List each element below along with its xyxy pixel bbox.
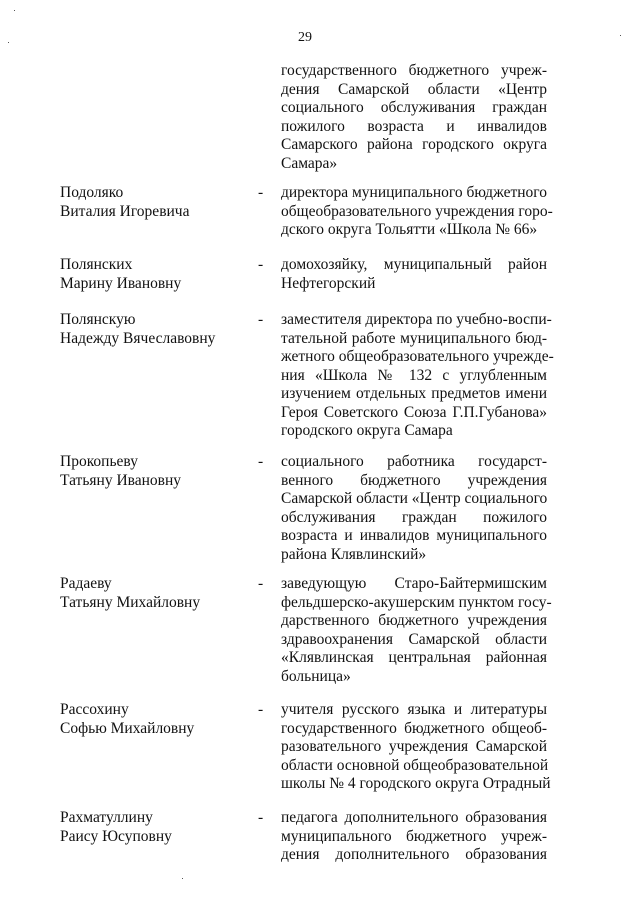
text-line: дского округа Тольятти «Школа № 66» bbox=[281, 221, 538, 238]
text-line: ния «Школа № 132 с углубленным bbox=[281, 366, 547, 384]
position-description bbox=[281, 701, 551, 794]
continuation-text bbox=[281, 62, 547, 173]
given-names: Надежду Вячеславовну bbox=[60, 329, 216, 347]
position-description bbox=[281, 453, 547, 564]
text-line: социального обслуживания граждан bbox=[281, 99, 547, 116]
person-name bbox=[60, 575, 250, 612]
text-line: Героя Советского Союза Г.П.Губанова» bbox=[281, 403, 547, 421]
given-names: Софью Михайловну bbox=[60, 719, 195, 737]
text-line: тательной работе муниципального бюд- bbox=[281, 329, 547, 347]
scan-speck bbox=[14, 10, 15, 11]
text-line: дарственного бюджетного учреждения bbox=[281, 612, 547, 629]
text-line: пожилого возраста и инвалидов bbox=[281, 117, 547, 135]
text-line: фельдшерско-акушерским пунктом госу- bbox=[281, 593, 552, 611]
text-line: муниципального бюджетного учреж- bbox=[281, 827, 547, 845]
text-line: области основной общеобразовательной bbox=[281, 756, 549, 774]
text-line: района Клявлинский» bbox=[281, 545, 427, 563]
text-line: заместителя директора по учебно-воспи- bbox=[281, 311, 552, 328]
text-line: педагога дополнительного образования bbox=[281, 809, 547, 826]
text-line: Нефтегорский bbox=[281, 274, 376, 292]
given-names: Марину Ивановну bbox=[60, 274, 182, 292]
position-description bbox=[281, 311, 554, 441]
text-line: дения Самарской области «Центр bbox=[281, 80, 547, 98]
page-number: 29 bbox=[298, 30, 312, 45]
text-line: «Клявлинская центральная районная bbox=[281, 649, 547, 666]
scan-speck bbox=[620, 35, 621, 36]
position-description bbox=[281, 809, 547, 865]
text-line: домохозяйку, муниципальный район bbox=[281, 256, 547, 273]
surname: Полянских bbox=[60, 256, 133, 273]
text-line: разовательного учреждения Самарской bbox=[281, 738, 547, 755]
surname: Рахматуллину bbox=[60, 809, 153, 826]
given-names: Виталия Игоревича bbox=[60, 202, 190, 220]
person-name bbox=[60, 311, 250, 348]
dash-separator: - bbox=[258, 311, 264, 328]
given-names: Татьяну Ивановну bbox=[60, 471, 182, 489]
position-description bbox=[281, 184, 553, 240]
text-line: здравоохранения Самарской области bbox=[281, 630, 547, 648]
text-line: городского округа Самара bbox=[281, 422, 453, 439]
dash-separator: - bbox=[258, 184, 264, 201]
text-line: общеобразовательного учреждения горо- bbox=[281, 202, 553, 220]
text-line: больница» bbox=[281, 667, 351, 685]
text-line: заведующую Старо-Байтермишским bbox=[281, 575, 547, 592]
text-line: директора муниципального бюджетного bbox=[281, 184, 547, 201]
dash-separator: - bbox=[258, 575, 264, 592]
text-line: школы № 4 городского округа Отрадный bbox=[281, 775, 551, 792]
person-name bbox=[60, 256, 250, 293]
scan-speck bbox=[8, 42, 9, 43]
text-line: государственного бюджетного общеоб- bbox=[281, 719, 547, 737]
surname: Подоляко bbox=[60, 184, 124, 201]
dash-separator: - bbox=[258, 809, 264, 826]
text-line: государственного бюджетного учреж- bbox=[281, 62, 547, 79]
dash-separator: - bbox=[258, 701, 264, 718]
person-name bbox=[60, 701, 250, 738]
text-line: жетного общеобразовательного учрежде- bbox=[281, 348, 554, 365]
text-line: Самара» bbox=[281, 154, 338, 172]
surname: Прокопьеву bbox=[60, 453, 138, 470]
person-name bbox=[60, 809, 250, 846]
surname: Рассохину bbox=[60, 701, 129, 718]
text-line: Самарской области «Центр социального bbox=[281, 490, 548, 507]
scan-speck bbox=[182, 878, 183, 879]
person-name bbox=[60, 453, 250, 490]
text-line: венного бюджетного учреждения bbox=[281, 471, 547, 489]
dash-separator: - bbox=[258, 453, 264, 470]
text-line: обслуживания граждан пожилого bbox=[281, 508, 547, 526]
text-line: возраста и инвалидов муниципального bbox=[281, 527, 547, 544]
surname: Радаеву bbox=[60, 575, 112, 592]
dash-separator: - bbox=[258, 256, 264, 273]
given-names: Татьяну Михайловну bbox=[60, 593, 201, 611]
text-line: дения дополнительного образования bbox=[281, 846, 547, 863]
text-line: учителя русского языка и литературы bbox=[281, 701, 547, 718]
surname: Полянскую bbox=[60, 311, 136, 328]
given-names: Раису Юсуповну bbox=[60, 827, 172, 845]
text-line: изучением отдельных предметов имени bbox=[281, 385, 547, 402]
position-description bbox=[281, 575, 552, 686]
text-line: социального работника государст- bbox=[281, 453, 547, 470]
text-line: Самарского района городского округа bbox=[281, 136, 547, 153]
person-name bbox=[60, 184, 250, 221]
position-description bbox=[281, 256, 547, 293]
